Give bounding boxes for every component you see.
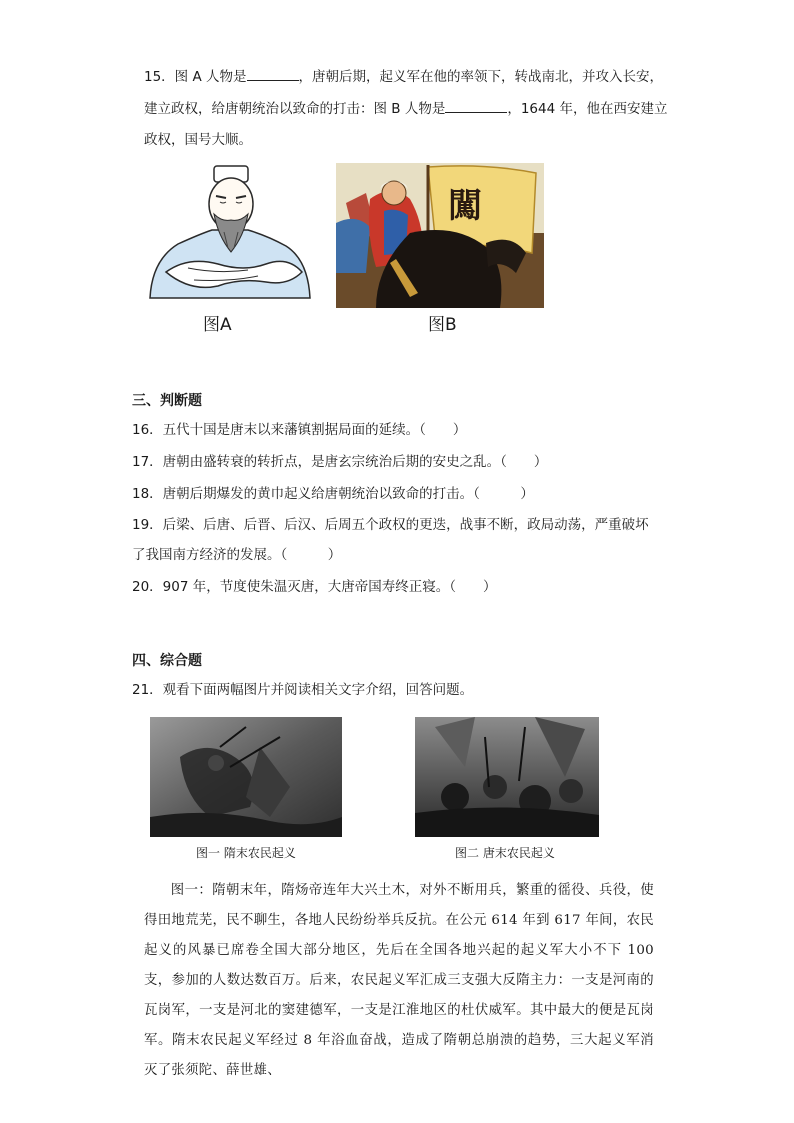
q20: 20．907 年，节度使朱温灭唐，大唐帝国寿终正寝。（ ） [132, 579, 497, 595]
caption-photo-1: 图一 隋末农民起义 [196, 846, 296, 860]
banner-glyph: 闖 [448, 186, 482, 226]
section-title-judgment: 三、判断题 [132, 393, 202, 409]
figure-b-painting [336, 163, 544, 308]
q19-line-1: 19．后梁、后唐、后晋、后汉、后周五个政权的更迭，战事不断，政局动荡，严重破坏 [132, 517, 649, 533]
section-title-comprehensive: 四、综合题 [132, 653, 202, 669]
q15-text: ，唐朝后期，起义军在他的率领下，转战南北，并攻入长安， [298, 69, 663, 85]
q15-line-1 [144, 66, 663, 87]
q15-line-2 [144, 98, 668, 119]
q15-line-3: 政权，国号大顺。 [144, 132, 252, 148]
caption-photo-2: 图二 唐末农民起义 [455, 846, 555, 860]
q19-line-2: 了我国南方经济的发展。（ ） [132, 547, 342, 563]
q15-text: 15．图 A 人物是 [144, 69, 247, 85]
q21-prompt: 21．观看下面两幅图片并阅读相关文字介绍，回答问题。 [132, 682, 474, 698]
photo-tang-uprising [415, 717, 599, 837]
q16: 16．五代十国是唐末以来藩镇割据局面的延续。（ ） [132, 422, 467, 438]
caption-figure-a: 图A [203, 315, 232, 335]
q15-text: 建立政权，给唐朝统治以致命的打击：图 B 人物是 [144, 101, 446, 117]
q15-text: ，1644 年，他在西安建立 [507, 101, 668, 117]
reading-passage: 图一：隋朝末年，隋炀帝连年大兴土木，对外不断用兵，繁重的徭役、兵役，使得田地荒芜，民不聊生，各地人民纷纷举兵反抗。在公元 614 年到 617 年间，农民起义的风暴已席卷全国大部分地区，先后在全国各地兴起的起义军大小不下 100 支，参加的人数达数百万。后来，农民起义军汇成三支强大反隋主力：一支是河南的瓦岗军，一支是河北的窦建德军，一支是江淮地区的杜伏威军。其中最大的便是瓦岗军。隋末农民起义军经过 8 年浴血奋战，造成了隋朝总崩溃的趋势，三大起义军消灭了张须陀、薛世雄、 [144, 883, 654, 1078]
q17: 17．唐朝由盛转衰的转折点，是唐玄宗统治后期的安史之乱。（ ） [132, 454, 548, 470]
figure-a-portrait [148, 160, 312, 300]
caption-figure-b: 图B [428, 315, 457, 335]
photo-sui-uprising [150, 717, 342, 837]
answer-blank-b[interactable] [445, 98, 507, 113]
q18: 18．唐朝后期爆发的黄巾起义给唐朝统治以致命的打击。（ ） [132, 486, 534, 502]
answer-blank-a[interactable] [247, 66, 299, 81]
